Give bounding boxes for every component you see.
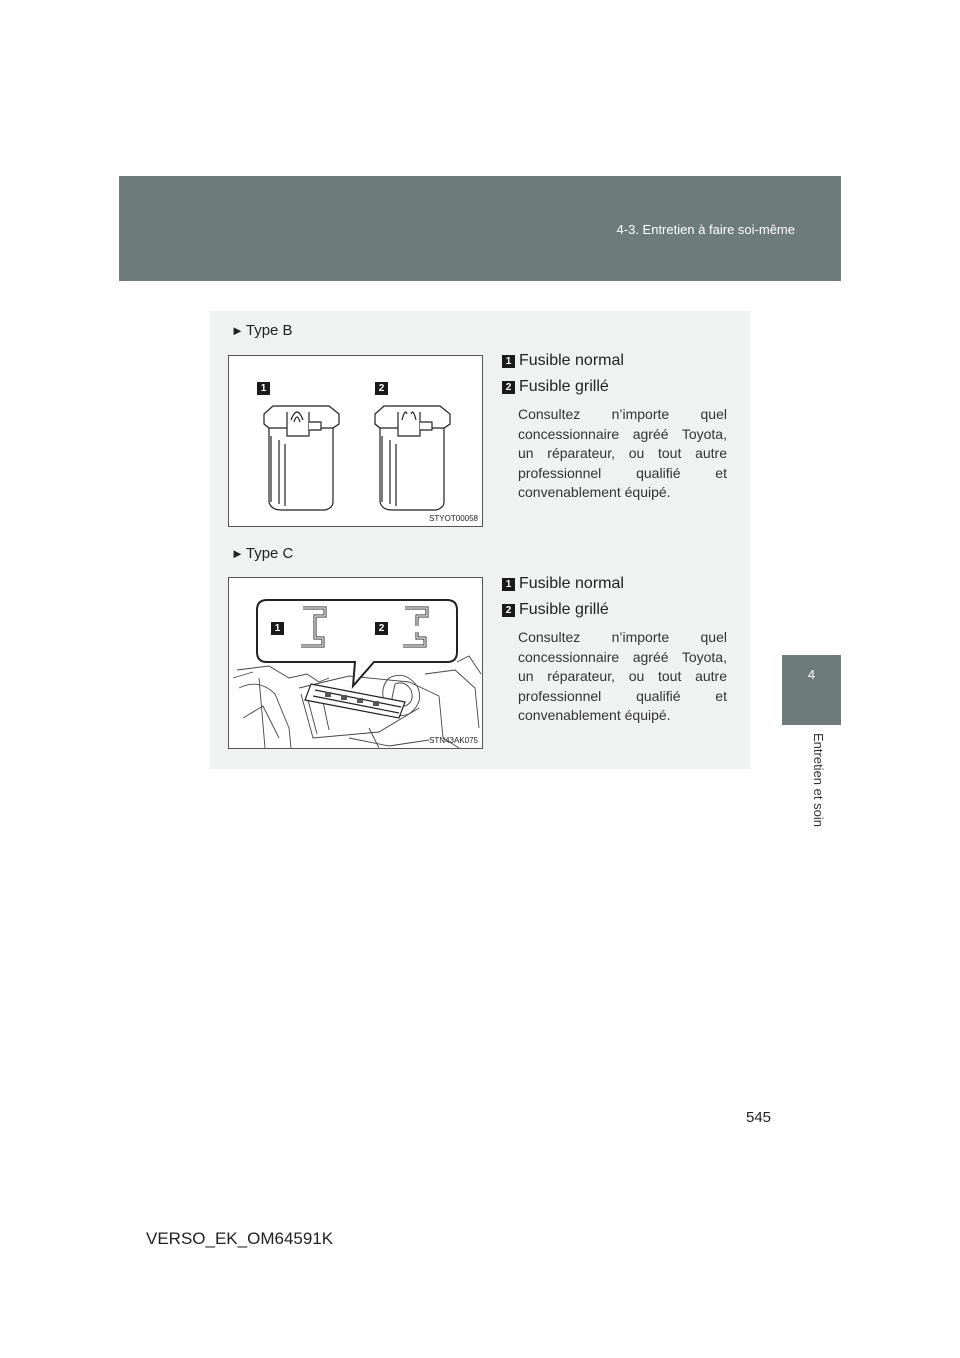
legend-item-2 (502, 601, 609, 619)
legend-label: Fusible grillé (519, 601, 609, 618)
section-heading-type-b (231, 322, 293, 339)
document-code: VERSO_EK_OM64591K (146, 1229, 334, 1248)
figure-type-b (228, 355, 483, 527)
legend-item-1 (502, 575, 624, 593)
number-badge: 2 (502, 604, 515, 617)
legend-item-2 (502, 378, 609, 396)
section-heading-text: Type C (245, 545, 294, 562)
fuse-type-c-illustration (229, 578, 484, 750)
number-badge: 1 (502, 355, 515, 368)
page-number: 545 (746, 1109, 772, 1126)
figure-badge-1: 1 (257, 382, 270, 395)
chapter-tab (782, 655, 841, 725)
legend-label: Fusible normal (519, 352, 624, 369)
note-paragraph: Consultez n’importe quel concessionnaire agréé Toyota, un réparateur, ou tout autre professionnel qualifié et convenablement équipé. (518, 629, 727, 724)
figure-badge-2: 2 (375, 622, 388, 635)
section-heading-text: Type B (245, 322, 293, 339)
section-heading-type-c (231, 545, 293, 562)
chapter-tab-number: 4 (807, 667, 816, 682)
triangle-right-icon: ► (231, 323, 244, 338)
triangle-right-icon: ► (231, 546, 244, 561)
figure-code: STYOT00058 (429, 514, 478, 523)
number-badge: 2 (502, 381, 515, 394)
figure-code: STN43AK075 (429, 736, 478, 745)
legend-label: Fusible grillé (519, 378, 609, 395)
figure-badge-2: 2 (375, 382, 388, 395)
page-header (119, 176, 841, 281)
figure-type-c (228, 577, 483, 749)
number-badge: 1 (502, 578, 515, 591)
chapter-title: 4-3. Entretien à faire soi-même (616, 222, 795, 237)
figure-badge-1: 1 (271, 622, 284, 635)
legend-label: Fusible normal (519, 575, 624, 592)
chapter-side-label: Entretien et soin (811, 733, 826, 827)
legend-item-1 (502, 352, 624, 370)
note-paragraph: Consultez n’importe quel concessionnaire agréé Toyota, un réparateur, ou tout autre professionnel qualifié et convenablement équipé. (518, 406, 727, 501)
